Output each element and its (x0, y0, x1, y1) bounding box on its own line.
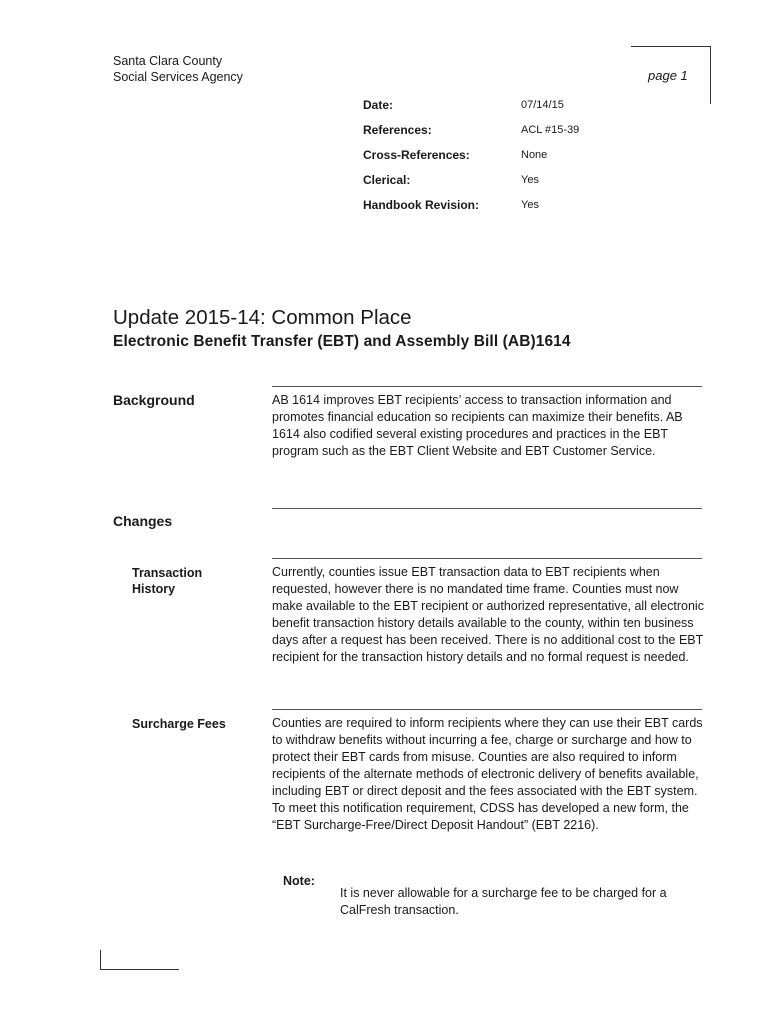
surcharge-fees-text: Counties are required to inform recipients where they can use their EBT cards to withdraw benefits without incurring a fee, charge or surcharge and how to protect their EBT cards from misuse. Counties are also required to inform recipients of the alternate methods of electronic delivery of benefits available, including EBT or direct deposit and the fees associated with the EBT system. To meet this notification requirement, CDSS has developed a new form, the “EBT Surcharge-Free/Direct Deposit Handout” (EBT 2216). (272, 716, 703, 832)
note-text: It is never allowable for a surcharge fee to be charged for a CalFresh transaction. (340, 886, 667, 917)
meta-value: 07/14/15 (521, 99, 564, 111)
transaction-history-heading-line2: History (132, 582, 176, 596)
meta-key: Cross-References: (363, 148, 470, 162)
transaction-history-heading (132, 565, 202, 597)
changes-heading: Changes (113, 513, 173, 529)
agency-county: Santa Clara County (113, 54, 223, 68)
note-label: Note: (283, 874, 315, 888)
agency-block (113, 53, 243, 85)
meta-value: Yes (521, 174, 539, 186)
agency-name: Social Services Agency (113, 70, 243, 84)
meta-row-handbook-revision (363, 198, 579, 223)
meta-table (363, 98, 579, 223)
transaction-history-heading-line1: Transaction (132, 566, 203, 580)
section-divider (272, 508, 702, 509)
corner-mark-horizontal (100, 969, 179, 970)
meta-row-cross-references (363, 148, 579, 173)
page-box-right-border (710, 46, 711, 104)
meta-key: Date: (363, 98, 394, 112)
page-box-top-border (631, 46, 711, 47)
meta-key: Handbook Revision: (363, 198, 480, 212)
background-text: AB 1614 improves EBT recipients’ access to transaction information and promotes financial education so recipients can maximize their benefits. AB 1614 also codified several existing procedures and practices in the EBT program such as the EBT Client Website and EBT Customer Service. (272, 393, 683, 458)
document-title: Update 2015-14: Common Place (113, 306, 412, 329)
document-subtitle: Electronic Benefit Transfer (EBT) and Assembly Bill (AB)1614 (113, 333, 571, 350)
meta-value: ACL #15-39 (521, 124, 580, 136)
meta-value: Yes (521, 199, 539, 211)
corner-mark-vertical (100, 950, 101, 970)
meta-key: References: (363, 123, 432, 137)
section-divider (272, 709, 702, 710)
meta-row-date (363, 98, 579, 123)
section-divider (272, 558, 702, 559)
meta-row-references (363, 123, 579, 148)
transaction-history-text: Currently, counties issue EBT transaction data to EBT recipients when requested, however there is no mandated time frame. Counties must now make available to the EBT recipient or authorized representative, all electronic benefit transaction history details available to the county, within ten business days after a request has been received. There is no additional cost to the EBT recipient for the transaction history details and no formal request is needed. (272, 565, 704, 664)
section-divider (272, 386, 702, 387)
meta-value: None (521, 149, 548, 161)
meta-row-clerical (363, 173, 579, 198)
background-heading: Background (113, 392, 195, 408)
meta-key: Clerical: (363, 173, 411, 187)
surcharge-fees-heading: Surcharge Fees (132, 717, 226, 731)
page-number: page 1 (648, 68, 688, 83)
